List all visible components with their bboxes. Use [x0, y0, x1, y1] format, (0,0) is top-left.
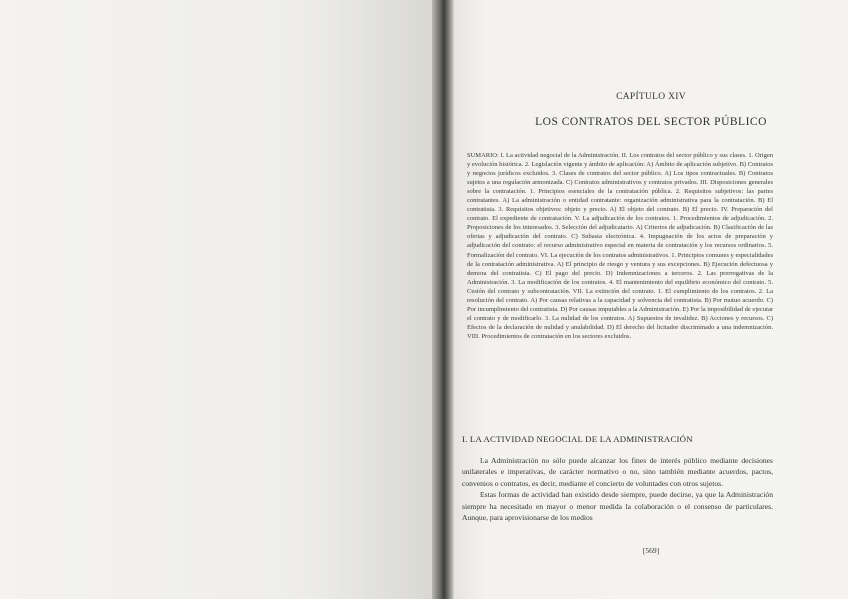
book-gutter	[432, 0, 454, 599]
chapter-summary: SUMARIO: I. La actividad negocial de la Administración. II. Los contratos del sector público y sus clases. 1. Origen y evolución histórica. 2. Legislación vigente y ámbito de aplicación: A) Ámbito de aplicación subjetivo. B) Contratos y negocios jurídicos excluidos. 3. Clases de contratos del sector público. A) Los tipos contractuales. B) Contratos sujetos a una regulación armonizada. C) Contratos administrativos y contratos privados. III. Disposiciones generales sobre la contratación. 1. Principios esenciales de la contratación pública. 2. Requisitos subjetivos: las partes contratantes. A) La administración o entidad contratante: organización administrativa para la contratación. B) El contratista. 3. Requisitos objetivos: objeto y precio. A) El objeto del contrato. B) El precio. IV. Preparación del contrato. El expediente de contratación. V. La adjudicación de los contratos. 1. Procedimientos de adjudicación. 2. Proposiciones de los interesados. 3. Selección del adjudicatario. A) Criterios de adjudicación. B) Clasificación de las ofertas y adjudicación del contrato. C) Subasta electrónica. 4. Impugnación de los actos de preparación y adjudicación del contrato: el recurso administrativo especial en materia de contratación y los recursos ordinarios. 5. Formalización del contrato. VI. La ejecución de los contratos administrativos. 1. Principios comunes y especialidades de la contratación administrativa. A) El principio de riesgo y ventura y sus excepciones. B) Ejecución defectuosa y demora del contratista. C) El pago del precio. D) Indemnizaciones a terceros. 2. Las prerrogativas de la Administración. 3. La modificación de los contratos. 4. El mantenimiento del equilibrio económico del contrato. 5. Cesión del contrato y subcontratación. VII. La extinción del contrato. 1. El cumplimiento de los contratos. 2. La resolución del contrato. A) Por causas relativas a la capacidad y solvencia del contratista. B) Por mutuo acuerdo. C) Por incumplimiento del contratista. D) Por causas imputables a la Administración. E) Por la imposibilidad de ejecutar el contrato y de modificarlo. 3. La nulidad de los contratos. A) Supuestos de invalidez. B) Acciones y recursos. C) Efectos de la declaración de nulidad y anulabilidad. D) El derecho del licitador discriminado a una indemnización. VIII. Procedimientos de contratación en los sectores excluidos.	[467, 152, 773, 340]
page-number: [569]	[642, 546, 660, 555]
body-paragraph: Estas formas de actividad han existido desde siempre, puede decirse, ya que la Administración siempre ha necesitado en mayor o menor medida la colaboración o el consenso de particulares. Aunque, para aprovisionarse de los medios	[462, 490, 773, 523]
section-heading: I. LA ACTIVIDAD NEGOCIAL DE LA ADMINISTRACIÓN	[462, 434, 693, 444]
chapter-title: LOS CONTRATOS DEL SECTOR PÚBLICO	[535, 116, 767, 128]
body-paragraph: La Administración no sólo puede alcanzar los fines de interés público mediante decisiones unilaterales e imperativas, de carácter normativo o no, sino también mediante acuerdos, pactos, convenios o contratos, es decir, mediante el concierto de voluntades con otros sujetos.	[462, 456, 773, 488]
body-text	[462, 455, 773, 523]
chapter-number: CAPÍTULO XIV	[616, 92, 686, 102]
